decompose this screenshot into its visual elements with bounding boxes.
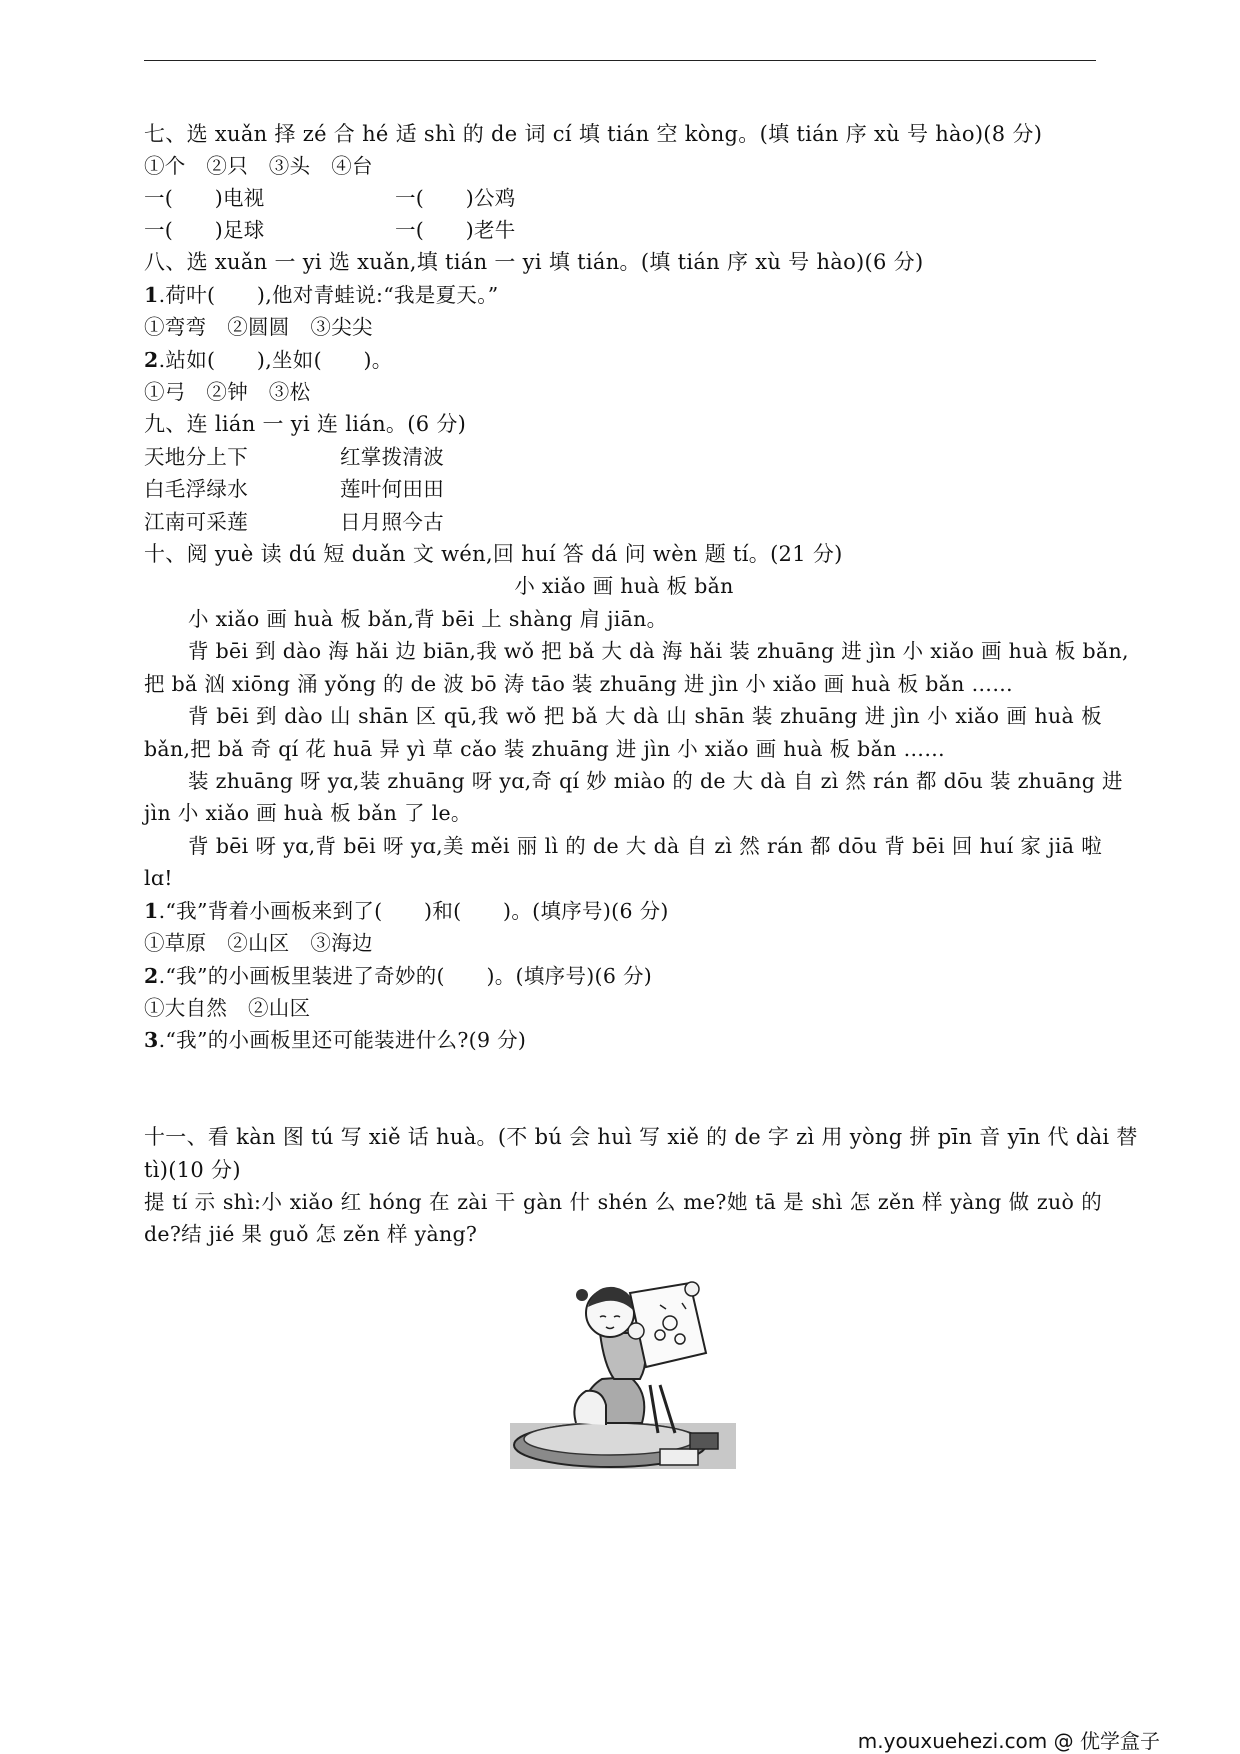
passage-paragraph: 背 bēi 到 dào 海 hǎi 边 biān,我 wǒ 把 bǎ 大 dà 海 hǎi 装 zhuāng 进 jìn 小 xiǎo 画 huà 板 bǎn, [188, 639, 1129, 663]
passage-paragraph-cont: bǎn,把 bǎ 奇 qí 花 huā 异 yì 草 cǎo 装 zhuāng 进 jìn 小 xiǎo 画 huà 板 bǎn …… [144, 737, 946, 761]
reading-question-2-options: ①大自然 ②山区 [144, 996, 311, 1020]
section-8-question-2-options: ①弓 ②钟 ③松 [144, 380, 311, 404]
section-11-hint: 提 tí 示 shì:小 xiǎo 红 hóng 在 zài 干 gàn 什 shén 么 me?她 tā 是 shì 怎 zěn 样 yàng 做 zuò 的 [144, 1190, 1102, 1214]
section-7-title: 七、选 xuǎn 择 zé 合 hé 适 shì 的 de 词 cí 填 tián 空 kòng。(填 tián 序 xù 号 hào)(8 分) [144, 122, 1043, 146]
section-8-question-1-options: ①弯弯 ②圆圆 ③尖尖 [144, 315, 373, 339]
passage-title: 小 xiǎo 画 huà 板 bǎn [514, 574, 734, 598]
blank-item: 一( )公鸡 [395, 186, 516, 210]
question-number: 3 [144, 1028, 159, 1052]
matching-row [144, 506, 1104, 538]
matching-right: 红掌拨清波 [340, 445, 444, 469]
section-8-question-1 [144, 279, 1104, 311]
matching-left: 江南可采莲 [144, 510, 248, 534]
blank-item: 一( )电视 [144, 186, 265, 210]
question-text: .“我”的小画板里还可能装进什么?(9 分) [158, 1028, 527, 1052]
passage-paragraph: 装 zhuāng 呀 yɑ,装 zhuāng 呀 yɑ,奇 qí 妙 miào 的 de 大 dà 自 zì 然 rán 都 dōu 装 zhuāng 进 [188, 769, 1123, 793]
passage-paragraph: 背 bēi 到 dào 山 shān 区 qū,我 wǒ 把 bǎ 大 dà 山 shān 装 zhuāng 进 jìn 小 xiǎo 画 huà 板 [188, 704, 1102, 728]
section-11-title-cont: tì)(10 分) [144, 1158, 241, 1182]
matching-left: 天地分上下 [144, 445, 248, 469]
section-7-row-1 [144, 182, 1104, 214]
reading-question-3 [144, 1024, 1104, 1056]
section-7-row-2 [144, 214, 1104, 246]
question-number: 2 [144, 964, 159, 988]
passage-paragraph-cont: jìn 小 xiǎo 画 huà 板 bǎn 了 le。 [144, 801, 472, 825]
matching-right: 日月照今古 [340, 510, 444, 534]
reading-question-2 [144, 960, 1104, 992]
section-8-question-2 [144, 344, 1104, 376]
question-text: .站如( ),坐如( )。 [158, 348, 393, 372]
section-11-title: 十一、看 kàn 图 tú 写 xiě 话 huà。(不 bú 会 huì 写 xiě 的 de 字 zì 用 yòng 拼 pīn 音 yīn 代 dài 替 [144, 1125, 1138, 1149]
blank-item: 一( )足球 [144, 218, 265, 242]
section-7-options: ①个 ②只 ③头 ④台 [144, 154, 373, 178]
section-10-title: 十、阅 yuè 读 dú 短 duǎn 文 wén,回 huí 答 dá 问 wèn 题 tí。(21 分) [144, 542, 843, 566]
footer-watermark: m.youxuehezi.com @ 优学盒子 [857, 1729, 1160, 1753]
question-text: .荷叶( ),他对青蛙说:“我是夏天。” [158, 283, 499, 307]
matching-row [144, 441, 1104, 473]
reading-question-1-options: ①草原 ②山区 ③海边 [144, 931, 373, 955]
passage-paragraph-cont: 把 bǎ 汹 xiōng 涌 yǒng 的 de 波 bō 涛 tāo 装 zhuāng 进 jìn 小 xiǎo 画 huà 板 bǎn …… [144, 672, 1014, 696]
passage-paragraph: 背 bēi 呀 yɑ,背 bēi 呀 yɑ,美 měi 丽 lì 的 de 大 dà 自 zì 然 rán 都 dōu 背 bēi 回 huí 家 jiā 啦 [188, 834, 1102, 858]
matching-left: 白毛浮绿水 [144, 477, 248, 501]
matching-right: 莲叶何田田 [340, 477, 444, 501]
blank-item: 一( )老牛 [395, 218, 516, 242]
question-number: 2 [144, 348, 159, 372]
question-text: .“我”的小画板里装进了奇妙的( )。(填序号)(6 分) [158, 964, 653, 988]
section-8-title: 八、选 xuǎn 一 yi 选 xuǎn,填 tián 一 yi 填 tián。(填 tián 序 xù 号 hào)(6 分) [144, 250, 924, 274]
section-9-title: 九、连 lián 一 yi 连 lián。(6 分) [144, 412, 467, 436]
question-number: 1 [144, 899, 159, 923]
question-text: .“我”背着小画板来到了( )和( )。(填序号)(6 分) [158, 899, 669, 923]
passage-paragraph: 小 xiǎo 画 huà 板 bǎn,背 bēi 上 shàng 肩 jiān。 [188, 607, 668, 631]
question-number: 1 [144, 283, 159, 307]
passage-paragraph-cont: lɑ! [144, 866, 173, 890]
girl-washing-clothes-illustration [510, 1273, 736, 1469]
reading-question-1 [144, 895, 1104, 927]
header-rule [144, 60, 1096, 61]
section-11-hint-cont: de?结 jié 果 guǒ 怎 zěn 样 yàng? [144, 1222, 478, 1246]
matching-row [144, 473, 1104, 505]
